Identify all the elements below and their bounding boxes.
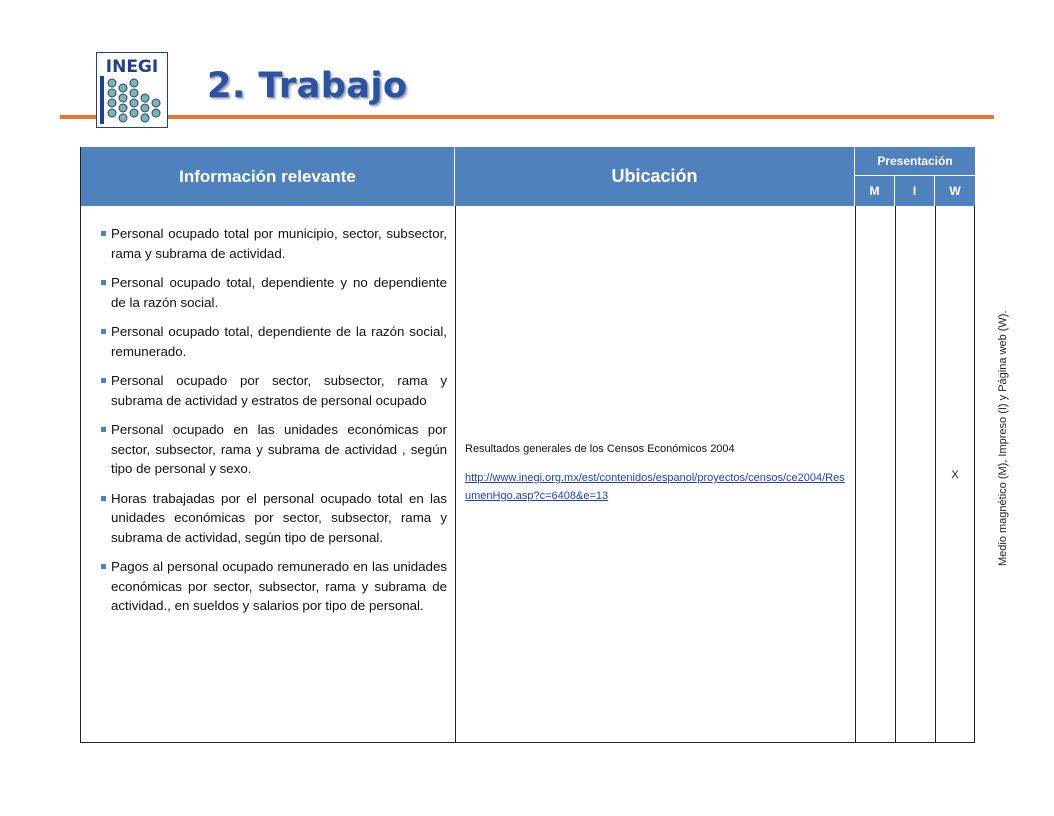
svg-text:INEGI: INEGI	[105, 57, 159, 77]
ubicacion-cell	[455, 206, 855, 742]
header-info-relevante: Información relevante	[81, 147, 455, 206]
ubicacion-link[interactable]: http://www.inegi.org.mx/est/contenidos/espanol/proyectos/censos/ce2004/ResumenHgo.asp?c=6408&e=13	[465, 472, 845, 502]
bullet-square-icon	[101, 564, 106, 569]
column-divider	[895, 206, 896, 742]
header-ubicacion: Ubicación	[455, 147, 855, 206]
bullet-square-icon	[101, 231, 106, 236]
list-item: Personal ocupado total, dependiente de la razón social, remunerado.	[101, 322, 447, 361]
column-divider	[855, 206, 856, 742]
bullet-square-icon	[101, 378, 106, 383]
bullet-square-icon	[101, 496, 106, 501]
ubicacion-text: Resultados generales de los Censos Económicos 2004	[465, 443, 735, 455]
bullet-square-icon	[101, 329, 106, 334]
info-list	[101, 224, 447, 616]
header-divider	[60, 115, 994, 119]
list-item: Personal ocupado en las unidades económicas por sector, subsector, rama y subrama de actividad , según tipo de personal y sexo.	[101, 420, 447, 479]
data-table	[80, 147, 975, 743]
header-w: W	[935, 176, 975, 206]
header-i: I	[895, 176, 935, 206]
list-item: Personal ocupado total por municipio, sector, subsector, rama y subrama de actividad.	[101, 224, 447, 263]
inegi-logo	[96, 52, 168, 128]
page-title: 2. Trabajo	[207, 66, 408, 106]
w-check-mark: X	[951, 469, 959, 481]
list-item: Personal ocupado por sector, subsector, rama y subrama de actividad y estratos de personal ocupado	[101, 371, 447, 410]
bullet-square-icon	[101, 280, 106, 285]
list-item: Horas trabajadas por el personal ocupado total en las unidades económicas por sector, subsector, rama y subrama de actividad, según tipo de personal.	[101, 489, 447, 548]
presentation-legend: Medio magnético (M), Impreso (I) y Página web (W).	[997, 310, 1009, 566]
bullet-square-icon	[101, 427, 106, 432]
header-m: M	[855, 176, 895, 206]
info-cell	[81, 206, 455, 742]
column-divider	[935, 206, 936, 742]
list-item: Personal ocupado total, dependiente y no dependiente de la razón social.	[101, 273, 447, 312]
list-item: Pagos al personal ocupado remunerado en las unidades económicas por sector, subsector, rama y subrama de actividad., en sueldos y salarios por tipo de personal.	[101, 557, 447, 616]
header-presentacion: Presentación	[855, 147, 975, 176]
